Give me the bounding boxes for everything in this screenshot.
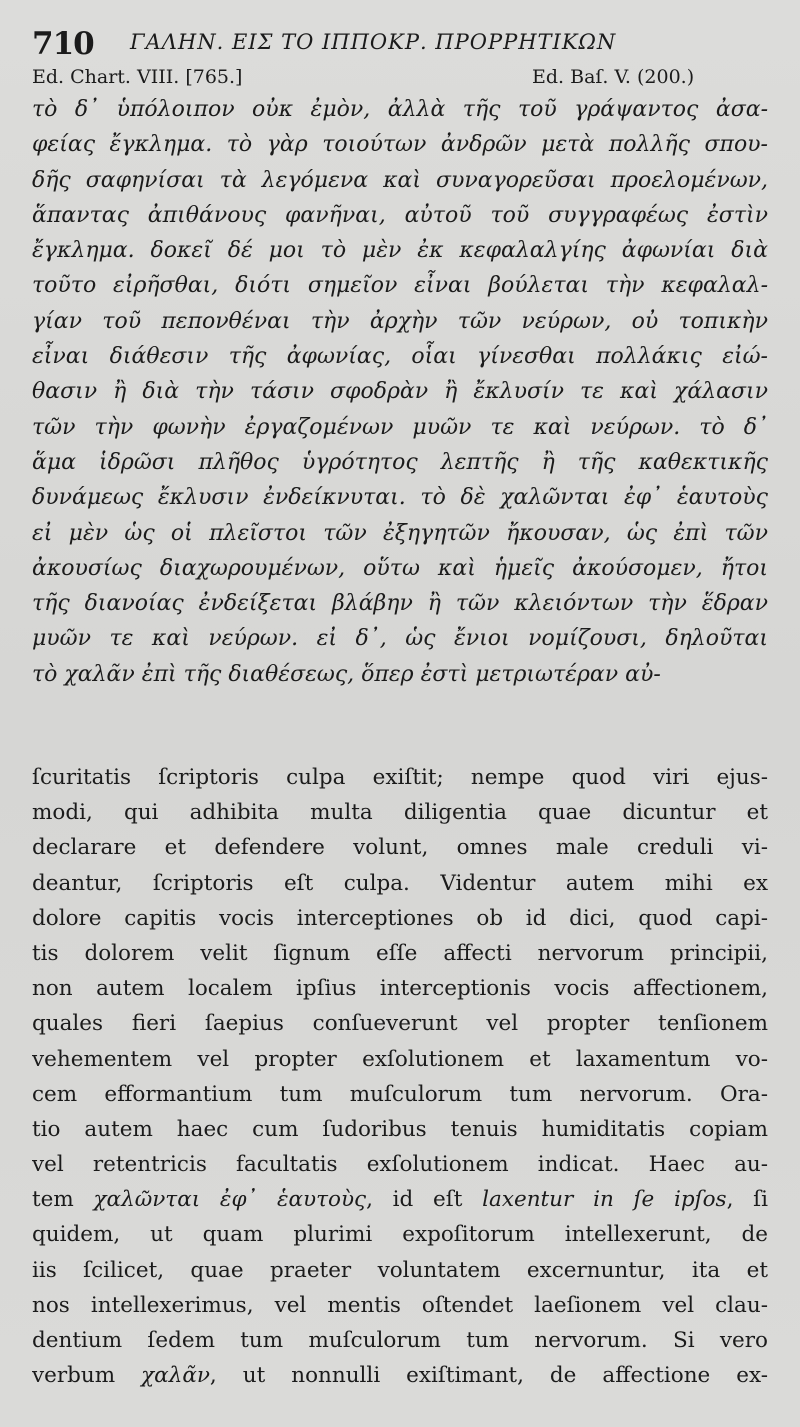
greek-line: τοῦτο εἰρῆσθαι, διότι σημεῖον εἶναι βούλεται τὴν κεφαλαλ- xyxy=(32,273,768,299)
greek-line: τὸ δ᾽ ὑπόλοιπον οὐκ ἐμὸν, ἀλλὰ τῆς τοῦ γράψαντος ἀσα- xyxy=(32,97,768,122)
greek-line: ἅμα ἱδρῶσι πλῆθος ὑγρότητος λεπτῆς ἢ τῆς καθεκτικῆς xyxy=(32,449,768,475)
latin-line-mixed xyxy=(32,1182,768,1217)
greek-quotation: χαλῶνται ἐφ᾽ ἑαυτοὺς xyxy=(93,1187,367,1213)
greek-line: τὸ χαλᾶν ἐπὶ τῆς διαθέσεως, ὅπερ ἐστὶ μετριωτέραν αὐ- xyxy=(32,661,661,687)
page-number: 710 xyxy=(32,26,94,62)
latin-line-mixed xyxy=(32,1358,768,1393)
latin-text: , ut nonnulli exiſtimant, de affectione ex- xyxy=(209,1363,768,1389)
latin-line: quales fieri ſaepius conſueverunt vel propter tenſionem xyxy=(32,1011,768,1037)
page-header xyxy=(30,22,770,62)
edition-reference-basel: Ed. Baſ. V. (200.) xyxy=(532,66,695,88)
latin-line: iis ſcilicet, quae praeter voluntatem excernuntur, ita et xyxy=(32,1257,768,1283)
latin-line: ſcuritatis ſcriptoris culpa exiſtit; nempe quod viri ejus- xyxy=(32,765,768,790)
latin-text: verbum xyxy=(32,1363,116,1389)
latin-line: deantur, ſcriptoris eſt culpa. Videntur autem mihi ex xyxy=(32,870,768,896)
greek-line: μυῶν τε καὶ νεύρων. εἰ δ᾽, ὡς ἔνιοι νομίζουσι, δηλοῦται xyxy=(32,626,768,652)
latin-text: tem xyxy=(32,1187,74,1213)
latin-line: nos intellexerimus, vel mentis oſtendet laeſionem vel clau- xyxy=(32,1292,768,1318)
greek-line: δῆς σαφηνίσαι τὰ λεγόμενα καὶ συναγορεῦσαι προελομένων, xyxy=(32,167,768,193)
greek-line: γίαν τοῦ πεπονθέναι τὴν ἀρχὴν τῶν νεύρων, οὐ τοπικὴν xyxy=(32,308,768,334)
latin-line: quidem, ut quam plurimi expoſitorum intellexerunt, de xyxy=(32,1222,768,1248)
latin-line: dolore capitis vocis interceptiones ob id dici, quod capi- xyxy=(32,905,768,931)
latin-line: dentium ſedem tum muſculorum tum nervorum. Si vero xyxy=(32,1328,768,1353)
greek-line: ἀκουσίως διαχωρουμένων, οὕτω καὶ ἡμεῖς ἀκούσομεν, ἤτοι xyxy=(32,555,768,581)
latin-text: , id eſt xyxy=(366,1187,463,1213)
latin-line: vehementem vel propter exſolutionem et laxamentum vo- xyxy=(32,1046,768,1072)
greek-line: ἔγκλημα. δοκεῖ δέ μοι τὸ μὲν ἐκ κεφαλαλγίης ἀφωνίαι διὰ xyxy=(32,238,768,264)
greek-line: τῶν τὴν φωνὴν ἐργαζομένων μυῶν τε καὶ νεύρων. τὸ δ᾽ xyxy=(32,414,768,440)
greek-line: ἅπαντας ἀπιθάνους φανῆναι, αὐτοῦ τοῦ συγγραφέως ἐστὶν xyxy=(32,202,768,228)
greek-quotation: χαλᾶν xyxy=(141,1363,210,1389)
greek-line: εἶναι διάθεσιν τῆς ἀφωνίας, οἷαι γίνεσθαι πολλάκις εἰώ- xyxy=(32,344,768,370)
latin-line: declarare et defendere volunt, omnes male creduli vi- xyxy=(32,835,768,861)
latin-line: tis dolorem velit ſignum eſſe affecti nervorum principii, xyxy=(32,940,768,966)
latin-line: cem efformantium tum muſculorum tum nervorum. Ora- xyxy=(32,1081,768,1107)
greek-line: δυνάμεως ἔκλυσιν ἐνδείκνυται. τὸ δὲ χαλῶνται ἐφ᾽ ἑαυτοὺς xyxy=(32,485,768,511)
latin-line: modi, qui adhibita multa diligentia quae dicuntur et xyxy=(32,800,768,826)
latin-text: , ſi xyxy=(726,1187,768,1213)
running-title: ΓΑΛΗΝ. ΕΙΣ ΤΟ ΙΠΠΟΚΡ. ΠΡΟΡΡΗΤΙΚΩΝ xyxy=(130,30,617,54)
latin-line: vel retentricis facultatis exſolutionem indicat. Haec au- xyxy=(32,1152,768,1178)
latin-line: non autem localem ipſius interceptionis vocis affectionem, xyxy=(32,976,768,1002)
latin-line: tio autem haec cum ſudoribus tenuis humiditatis copiam xyxy=(32,1116,768,1142)
greek-line: φείας ἔγκλημα. τὸ γὰρ τοιούτων ἀνδρῶν μετὰ πολλῆς σπου- xyxy=(32,132,768,158)
greek-line: εἰ μὲν ὡς οἱ πλεῖστοι τῶν ἐξηγητῶν ἤκουσαν, ὡς ἐπὶ τῶν xyxy=(32,520,768,546)
greek-line: θασιν ἢ διὰ τὴν τάσιν σφοδρὰν ἢ ἔκλυσίν τε καὶ χάλασιν xyxy=(32,379,768,405)
latin-text-block xyxy=(32,760,768,1393)
greek-line: τῆς διανοίας ἐνδείξεται βλάβην ἢ τῶν κλειόντων τὴν ἕδραν xyxy=(32,591,768,617)
greek-text-block xyxy=(32,92,768,692)
latin-translation: laxentur in ſe ipſos xyxy=(482,1187,727,1213)
edition-reference-chartier: Ed. Chart. VIII. [765.] xyxy=(32,66,243,88)
